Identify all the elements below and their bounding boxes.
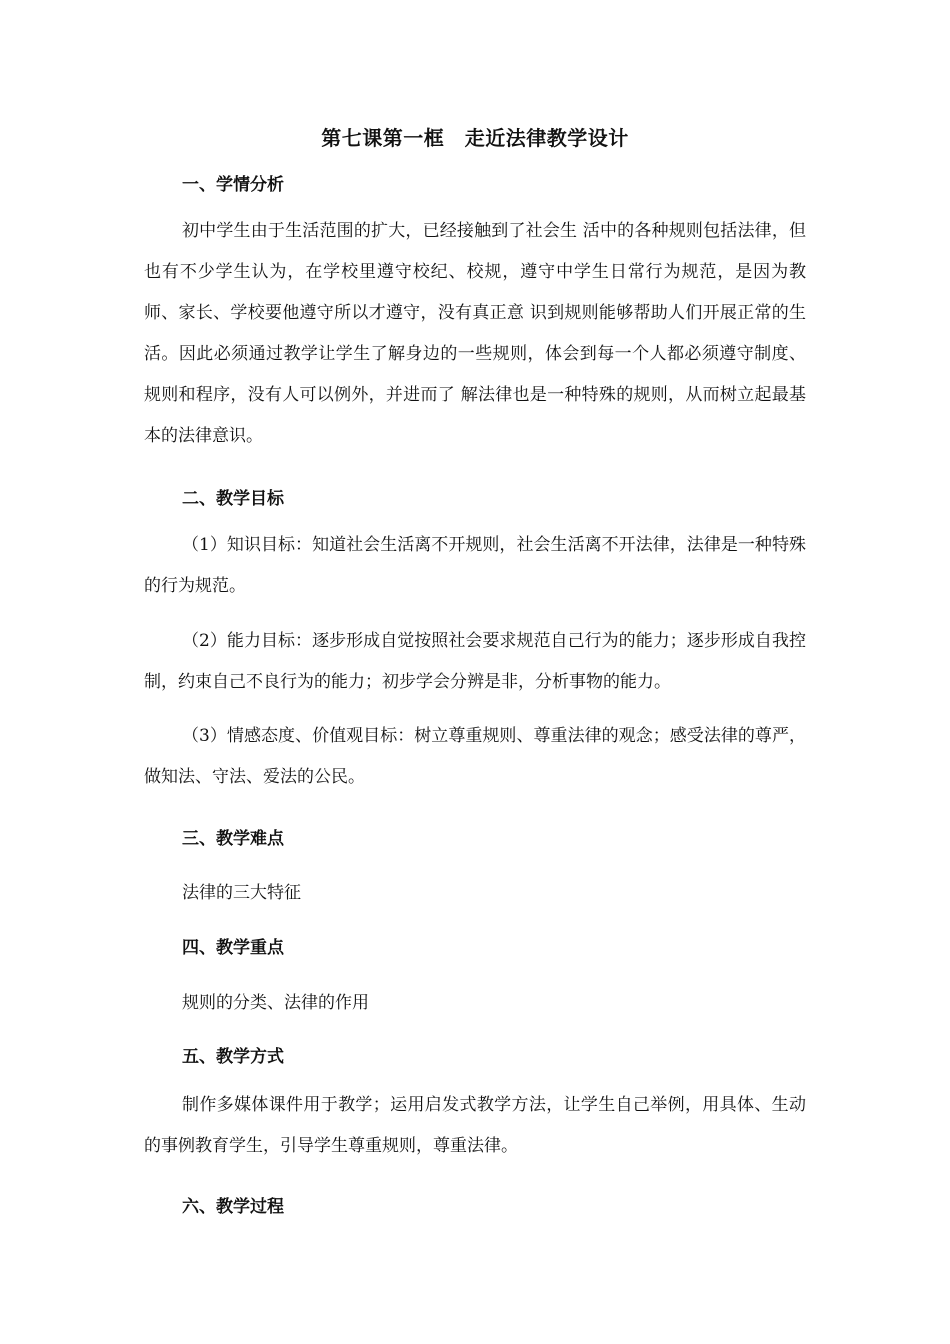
section-heading-analysis: 一、学情分析 [182, 175, 284, 195]
paragraph-focus: 规则的分类、法律的作用 [182, 993, 369, 1013]
section-heading-focus: 四、教学重点 [182, 938, 284, 958]
section-heading-process: 六、教学过程 [182, 1197, 284, 1217]
paragraph-goal-attitude: （3）情感态度、价值观目标：树立尊重规则、尊重法律的观念；感受法律的尊严，做知法、守法、爱法的公民。 [144, 726, 806, 787]
paragraph-goal-knowledge: （1）知识目标：知道社会生活离不开规则，社会生活离不开法律，法律是一种特殊的行为规范。 [144, 535, 806, 596]
paragraph-goal-ability: （2）能力目标：逐步形成自觉按照社会要求规范自己行为的能力；逐步形成自我控制，约束自己不良行为的能力；初步学会分辨是非，分析事物的能力。 [144, 631, 806, 692]
paragraph-method: 制作多媒体课件用于教学；运用启发式教学方法，让学生自己举例，用具体、生动的事例教育学生，引导学生尊重规则，尊重法律。 [144, 1095, 806, 1156]
document-title: 第七课第一框 走近法律教学设计 [321, 126, 629, 150]
section-heading-difficulty: 三、教学难点 [182, 829, 284, 849]
section-heading-method: 五、教学方式 [182, 1047, 284, 1067]
paragraph-analysis: 初中学生由于生活范围的扩大，已经接触到了社会生 活中的各种规则包括法律，但也有不少学生认为，在学校里遵守校纪、校规，遵守中学生日常行为规范，是因为教师、家长、学校要他遵守所以才遵守，没有真正意 识到规则能够帮助人们开展正常的生活。因此必须通过教学让学生了解身边的一些规则，体会到每一个人都必须遵守制度、规则和程序，没有人可以例外，并进而了 解法律也是一种特殊的规则，从而树立起最基本的法律意识。 [144, 221, 806, 446]
section-heading-goals: 二、教学目标 [182, 489, 284, 509]
paragraph-difficulty: 法律的三大特征 [182, 883, 301, 903]
